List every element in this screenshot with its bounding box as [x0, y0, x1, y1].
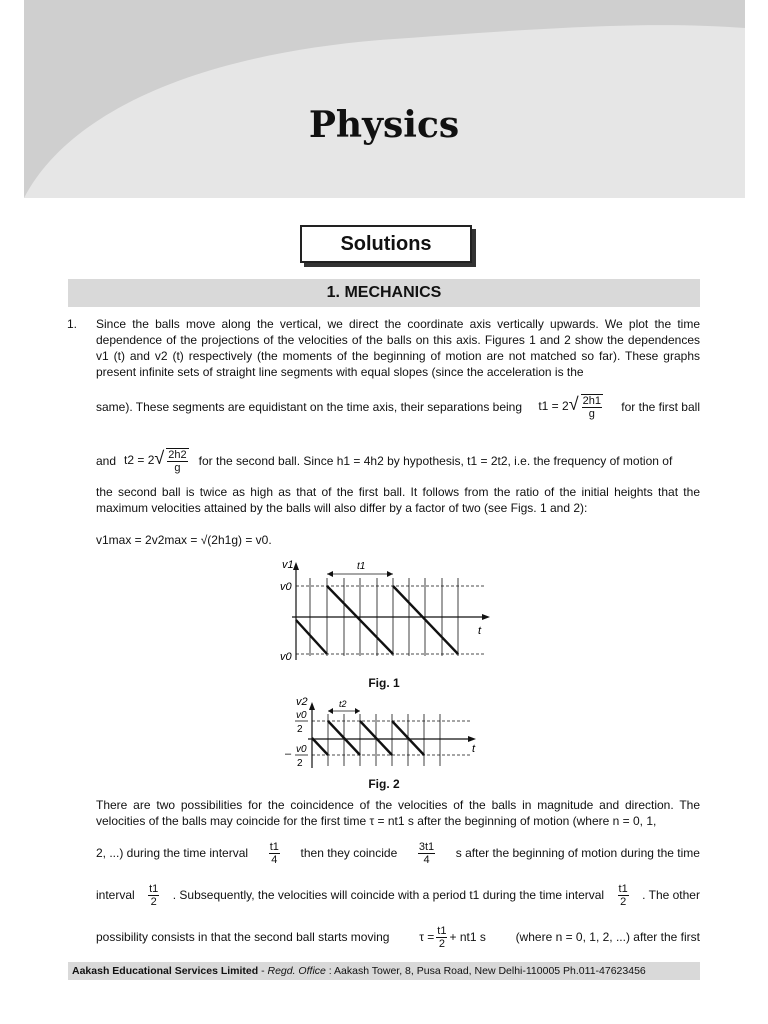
footer-address: : Aakash Tower, 8, Pusa Road, New Delhi-110005 Ph.011-47623456 [325, 965, 646, 977]
text-possibility: possibility consists in that the second ball starts moving [96, 930, 390, 944]
frac-t1-2-a-den: 2 [150, 895, 157, 908]
eq-tau-rhs: + nt1 s [449, 930, 486, 944]
frac-tau [436, 925, 447, 950]
fig1-y-label: v1 [282, 559, 294, 571]
solutions-label: Solutions [300, 225, 472, 263]
fig1-x-label: t [478, 625, 482, 637]
footer-bar [68, 962, 700, 980]
fig1-period-label: t1 [357, 561, 366, 572]
problem-number: 1. [67, 317, 78, 331]
line-during-interval [96, 836, 700, 870]
eq-t2-num: 2h2 [168, 449, 187, 461]
header-background [0, 0, 768, 200]
fig2-v0-top: v0 [296, 710, 307, 721]
figure-2-caption: Fig. 2 [368, 777, 400, 791]
eq-t1-den: g [588, 408, 595, 420]
frac-tau-num: t1 [437, 924, 447, 937]
line-possibility [96, 920, 700, 954]
text-subsequently: . Subsequently, the velocities will coincide with a period t1 during the time interval [172, 888, 605, 902]
frac-t1-2-b [618, 883, 629, 908]
fig2-two-top: 2 [297, 724, 303, 735]
fig2-minus: – [285, 748, 292, 760]
equation-t1: t1 = 2√ $\frac{2h1}{g}$ [538, 394, 601, 420]
text-interval: interval [96, 888, 135, 902]
frac-t1-2-a [148, 883, 159, 908]
text-other: . The other [642, 888, 700, 902]
eq-t1-num: 2h1 [582, 395, 601, 407]
paragraph-1: Since the balls move along the vertical, we direct the coordinate axis vertically upwards. We plot the time dependence of the projections of the velocities of the balls on this axis. Figures 1 and 2 show the dependences v1 (t) and v2 (t) respectively (the moments of the beginning of motion are not matched so far). These graphs present infinite sets of straight line segments with equal slopes (since the acceleration is the [96, 317, 700, 379]
eq-tau-lhs: τ = [419, 930, 435, 944]
figure-1-caption: Fig. 1 [368, 676, 400, 690]
equation-t2: t2 = 2√ $\frac{2h2}{g}$ [124, 448, 187, 474]
frac-t1-2-b-num: t1 [618, 882, 628, 895]
eq-t2-den: g [174, 462, 181, 474]
text-same: same). These segments are equidistant on the time axis, their separations being [96, 400, 523, 414]
line-interval [96, 878, 700, 912]
frac-t1-4 [269, 841, 280, 866]
fig2-v0-bottom: v0 [296, 744, 307, 755]
frac-t1-2-b-den: 2 [620, 895, 627, 908]
fig2-period-label: t2 [339, 699, 347, 709]
eq-tau [419, 925, 486, 950]
figure-2 [284, 694, 494, 770]
frac-t1-4-den: 4 [271, 853, 278, 866]
paragraph-2: the second ball is twice as high as that of the first ball. It follows from the ratio of the initial heights that the maximum velocities attained by the balls will also differ by a factor of two (see Figs. 1 and 2): [96, 485, 700, 515]
section-title: 1. MECHANICS [68, 279, 700, 307]
footer-company: Aakash Educational Services Limited [72, 965, 259, 977]
footer-regd: Regd. Office [267, 965, 326, 977]
line-separations [96, 392, 700, 422]
eq-t1-fraction [581, 394, 603, 420]
text-and: and [96, 454, 117, 468]
eq-t1-lhs: t1 = 2 [538, 399, 569, 414]
frac-3t1-4 [418, 841, 435, 866]
fig2-two-bottom: 2 [297, 758, 303, 769]
fig1-v0-bottom: v0 [280, 651, 292, 663]
eq-t2-lhs: t2 = 2 [124, 453, 155, 468]
frac-t1-2-a-num: t1 [149, 882, 159, 895]
page-title: Physics [308, 104, 460, 146]
frac-3t1-4-num: 3t1 [418, 840, 435, 853]
frac-t1-4-num: t1 [269, 840, 279, 853]
frac-3t1-4-den: 4 [423, 853, 430, 866]
frac-tau-den: 2 [438, 937, 445, 950]
text-since: for the second ball. Since h1 = 4h2 by hypothesis, t1 = 2t2, i.e. the frequency of motion of [198, 454, 673, 468]
text-coincide: then they coincide [300, 846, 398, 860]
fig1-v0-top: v0 [280, 581, 292, 593]
line-second-ball [96, 446, 700, 476]
fig2-y-label: v2 [296, 696, 308, 708]
eq-t2-fraction [166, 448, 188, 474]
text-first-ball: for the first ball [621, 400, 700, 414]
equation-vmax: v1max = 2v2max = √(2h1g) = v0. [96, 533, 272, 547]
text-where: (where n = 0, 1, 2, ...) after the first [515, 930, 700, 944]
fig2-x-label: t [472, 743, 476, 755]
footer-sep: - [258, 965, 268, 977]
text-during: 2, ...) during the time interval [96, 846, 249, 860]
text-after: s after the beginning of motion during the time [455, 846, 700, 860]
figure-1 [270, 556, 500, 670]
paragraph-3: There are two possibilities for the coincidence of the velocities of the balls in magnitude and direction. The velocities of the balls may coincide for the first time τ = nt1 s after the beginning of motion (where n = 0, 1, [96, 798, 700, 828]
